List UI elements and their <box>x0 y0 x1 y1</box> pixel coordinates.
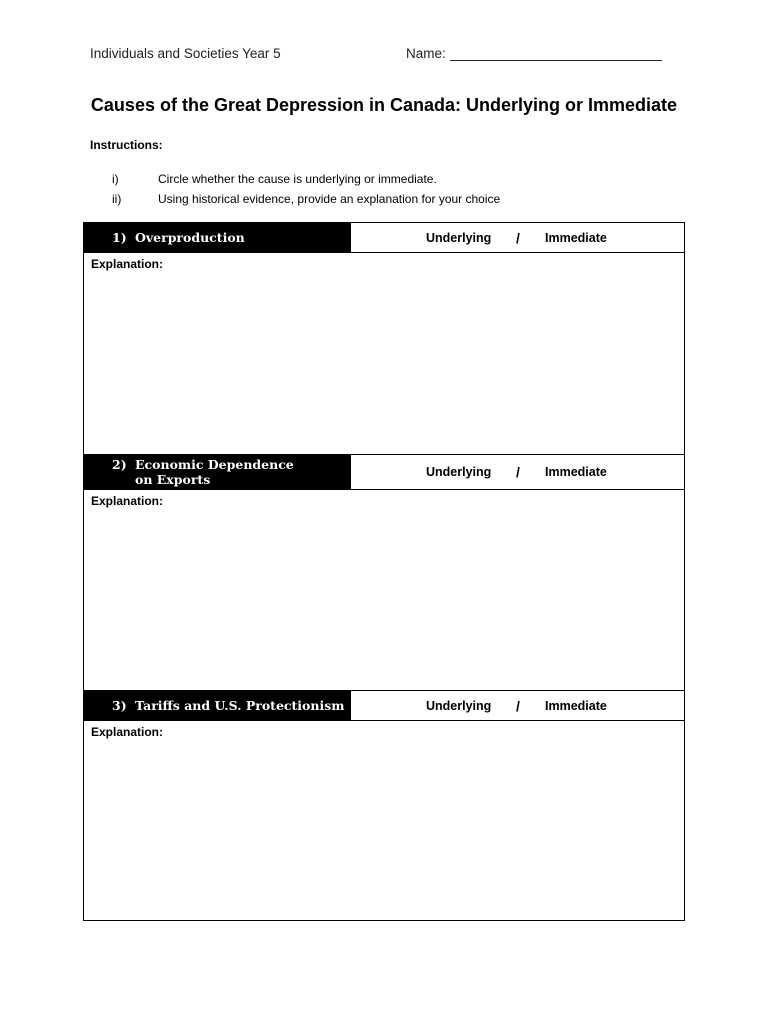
choice-cell <box>351 455 684 489</box>
underlying-option[interactable]: Underlying <box>426 698 492 713</box>
instruction-number: i) <box>112 172 119 186</box>
course-label: Individuals and Societies Year 5 <box>90 46 281 61</box>
cause-section-3 <box>83 690 685 921</box>
cause-title: Tariffs and U.S. Protectionism <box>135 698 345 713</box>
cause-title-cell <box>84 455 351 489</box>
explanation-label: Explanation: <box>91 257 164 271</box>
cause-number: 3) <box>112 698 127 713</box>
cause-title-cell <box>84 691 351 720</box>
page-title: Causes of the Great Depression in Canada: Underlying or Immediate <box>90 95 678 115</box>
name-field[interactable] <box>406 46 662 61</box>
section-header <box>84 691 684 721</box>
option-separator: / <box>516 229 520 246</box>
section-header <box>84 455 684 490</box>
option-separator: / <box>516 697 520 714</box>
cause-section-2 <box>83 454 685 690</box>
instructions-label: Instructions: <box>90 138 163 152</box>
underlying-option[interactable]: Underlying <box>426 230 492 245</box>
choice-cell <box>351 223 684 252</box>
name-label: Name: <box>406 46 446 61</box>
instruction-item <box>112 172 437 186</box>
cause-number: 2) <box>112 457 127 472</box>
name-blank-line[interactable] <box>450 46 662 61</box>
choice-cell <box>351 691 684 720</box>
cause-section-1 <box>83 222 685 454</box>
explanation-label: Explanation: <box>91 494 164 508</box>
option-separator: / <box>516 464 520 480</box>
immediate-option[interactable]: Immediate <box>545 230 607 245</box>
underlying-option[interactable]: Underlying <box>426 465 492 479</box>
explanation-label: Explanation: <box>91 725 164 739</box>
cause-title: Overproduction <box>135 230 245 245</box>
immediate-option[interactable]: Immediate <box>545 465 607 479</box>
cause-title: Economic Dependence on Exports <box>135 457 294 487</box>
instruction-text: Using historical evidence, provide an explanation for your choice <box>158 192 501 206</box>
cause-title-cell <box>84 223 351 252</box>
instruction-number: ii) <box>112 192 122 206</box>
section-header <box>84 223 684 253</box>
instruction-text: Circle whether the cause is underlying or immediate. <box>158 172 437 186</box>
immediate-option[interactable]: Immediate <box>545 698 607 713</box>
cause-number: 1) <box>112 230 127 245</box>
instruction-item <box>112 192 500 206</box>
